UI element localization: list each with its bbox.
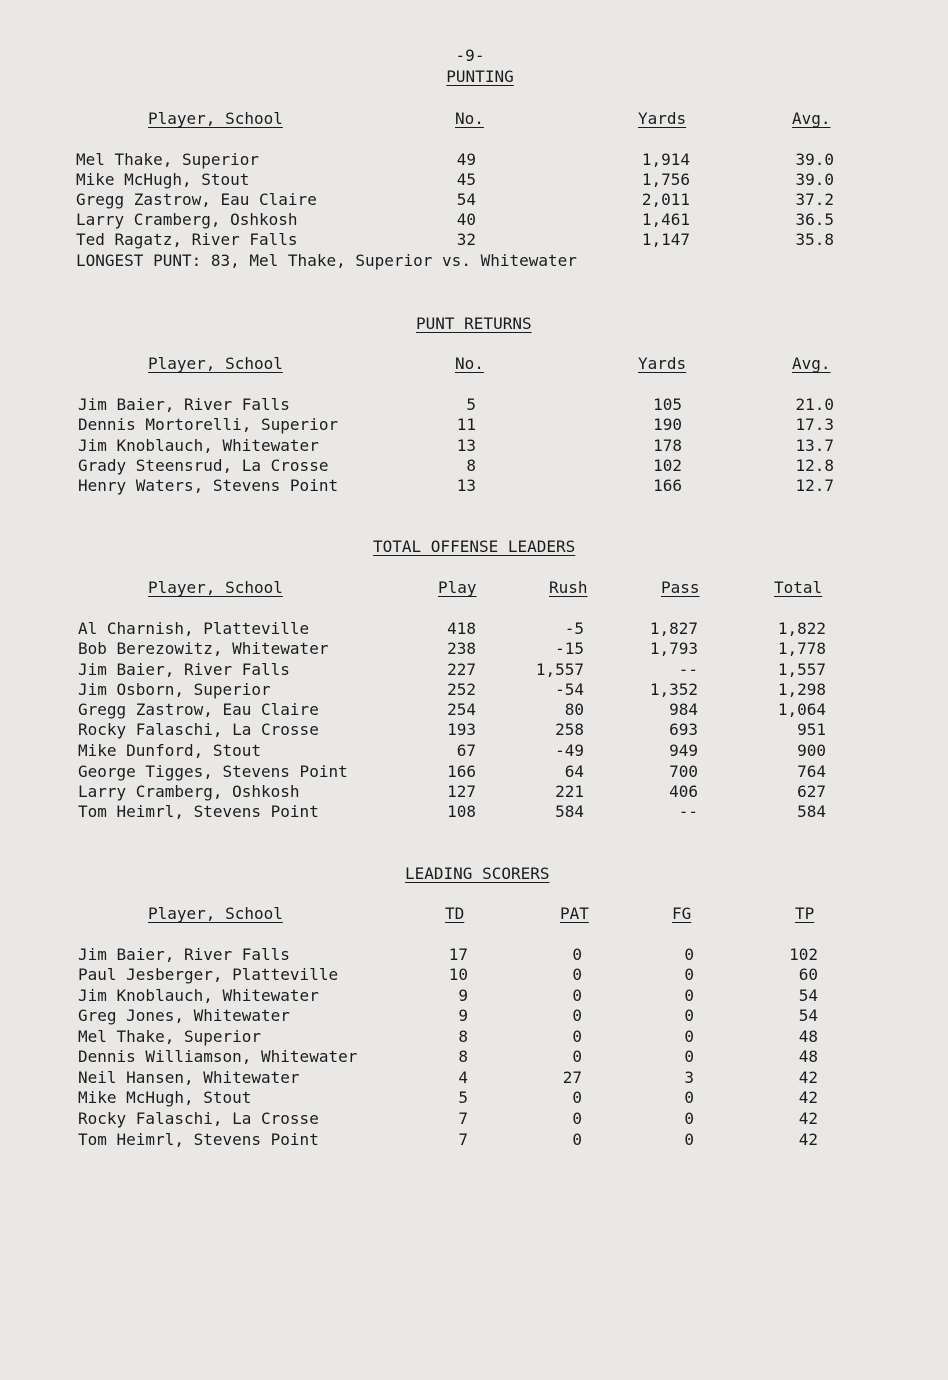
punting-header-no: No. bbox=[455, 109, 484, 128]
no-cell: 54 bbox=[456, 190, 476, 209]
total-offense-header-play: Play bbox=[438, 578, 477, 597]
td-cell: 7 bbox=[458, 1109, 468, 1128]
pass-cell: 1,827 bbox=[649, 619, 698, 638]
avg-cell: 35.8 bbox=[795, 230, 834, 249]
scorers-header-player: Player, School bbox=[148, 904, 283, 923]
yards-cell: 1,461 bbox=[641, 210, 690, 229]
player-cell: Jim Baier, River Falls bbox=[78, 395, 290, 414]
player-cell: Dennis Williamson, Whitewater bbox=[78, 1047, 358, 1066]
td-cell: 10 bbox=[448, 965, 468, 984]
no-cell: 13 bbox=[456, 476, 476, 495]
scorers-header-pat: PAT bbox=[560, 904, 589, 923]
play-cell: 418 bbox=[447, 619, 476, 638]
avg-cell: 13.7 bbox=[795, 436, 834, 455]
yards-cell: 102 bbox=[653, 456, 682, 475]
scorers-header-fg: FG bbox=[672, 904, 692, 923]
player-cell: Mike McHugh, Stout bbox=[78, 1088, 252, 1107]
player-cell: Mike McHugh, Stout bbox=[76, 170, 250, 189]
rush-cell: 258 bbox=[555, 720, 584, 739]
total-offense-header-total: Total bbox=[774, 578, 823, 597]
player-cell: Tom Heimrl, Stevens Point bbox=[78, 802, 319, 821]
fg-cell: 0 bbox=[684, 1088, 694, 1107]
td-cell: 7 bbox=[458, 1130, 468, 1149]
td-cell: 17 bbox=[448, 945, 468, 964]
total-cell: 764 bbox=[797, 762, 826, 781]
pass-cell: -- bbox=[678, 660, 698, 679]
player-cell: Larry Cramberg, Oshkosh bbox=[76, 210, 298, 229]
page-number: -9- bbox=[455, 46, 485, 65]
play-cell: 254 bbox=[447, 700, 476, 719]
punting-header-player: Player, School bbox=[148, 109, 283, 128]
player-cell: Mel Thake, Superior bbox=[78, 1027, 262, 1046]
pat-cell: 0 bbox=[572, 1130, 582, 1149]
tp-cell: 42 bbox=[798, 1088, 818, 1107]
total-offense-header-player: Player, School bbox=[148, 578, 283, 597]
pat-cell: 0 bbox=[572, 986, 582, 1005]
play-cell: 127 bbox=[447, 782, 476, 801]
play-cell: 227 bbox=[447, 660, 476, 679]
tp-cell: 42 bbox=[798, 1109, 818, 1128]
pat-cell: 0 bbox=[572, 1027, 582, 1046]
player-cell: Dennis Mortorelli, Superior bbox=[78, 415, 339, 434]
player-cell: Neil Hansen, Whitewater bbox=[78, 1068, 300, 1087]
rush-cell: -15 bbox=[555, 639, 584, 658]
no-cell: 32 bbox=[456, 230, 476, 249]
player-cell: Mel Thake, Superior bbox=[76, 150, 260, 169]
punt-returns-header-player: Player, School bbox=[148, 354, 283, 373]
td-cell: 4 bbox=[458, 1068, 468, 1087]
player-cell: Paul Jesberger, Platteville bbox=[78, 965, 339, 984]
player-cell: Rocky Falaschi, La Crosse bbox=[78, 720, 319, 739]
fg-cell: 0 bbox=[684, 1109, 694, 1128]
yards-cell: 1,147 bbox=[641, 230, 690, 249]
pass-cell: 1,352 bbox=[649, 680, 698, 699]
rush-cell: -49 bbox=[555, 741, 584, 760]
td-cell: 8 bbox=[458, 1047, 468, 1066]
rush-cell: 80 bbox=[564, 700, 584, 719]
td-cell: 9 bbox=[458, 986, 468, 1005]
punting-title: PUNTING bbox=[446, 67, 514, 86]
player-cell: Tom Heimrl, Stevens Point bbox=[78, 1130, 319, 1149]
player-cell: Al Charnish, Platteville bbox=[78, 619, 310, 638]
play-cell: 252 bbox=[447, 680, 476, 699]
tp-cell: 102 bbox=[789, 945, 818, 964]
td-cell: 8 bbox=[458, 1027, 468, 1046]
pass-cell: 949 bbox=[669, 741, 698, 760]
total-offense-header-rush: Rush bbox=[549, 578, 588, 597]
fg-cell: 0 bbox=[684, 1130, 694, 1149]
play-cell: 193 bbox=[447, 720, 476, 739]
avg-cell: 17.3 bbox=[795, 415, 834, 434]
avg-cell: 12.7 bbox=[795, 476, 834, 495]
total-offense-title: TOTAL OFFENSE LEADERS bbox=[373, 537, 576, 556]
yards-cell: 2,011 bbox=[641, 190, 690, 209]
pass-cell: 1,793 bbox=[649, 639, 698, 658]
player-cell: George Tigges, Stevens Point bbox=[78, 762, 348, 781]
tp-cell: 60 bbox=[798, 965, 818, 984]
pass-cell: -- bbox=[678, 802, 698, 821]
pass-cell: 406 bbox=[669, 782, 698, 801]
tp-cell: 54 bbox=[798, 1006, 818, 1025]
tp-cell: 42 bbox=[798, 1068, 818, 1087]
longest-punt-note: LONGEST PUNT: 83, Mel Thake, Superior vs. Whitewater bbox=[76, 251, 577, 270]
pass-cell: 693 bbox=[669, 720, 698, 739]
player-cell: Greg Jones, Whitewater bbox=[78, 1006, 290, 1025]
punting-header-yards: Yards bbox=[638, 109, 687, 128]
total-cell: 1,298 bbox=[777, 680, 826, 699]
total-cell: 1,064 bbox=[777, 700, 826, 719]
pat-cell: 0 bbox=[572, 945, 582, 964]
avg-cell: 39.0 bbox=[795, 170, 834, 189]
td-cell: 5 bbox=[458, 1088, 468, 1107]
player-cell: Rocky Falaschi, La Crosse bbox=[78, 1109, 319, 1128]
total-cell: 627 bbox=[797, 782, 826, 801]
pat-cell: 0 bbox=[572, 1047, 582, 1066]
player-cell: Larry Cramberg, Oshkosh bbox=[78, 782, 300, 801]
total-cell: 1,778 bbox=[777, 639, 826, 658]
avg-cell: 12.8 bbox=[795, 456, 834, 475]
fg-cell: 0 bbox=[684, 965, 694, 984]
no-cell: 5 bbox=[466, 395, 476, 414]
avg-cell: 21.0 bbox=[795, 395, 834, 414]
player-cell: Ted Ragatz, River Falls bbox=[76, 230, 298, 249]
no-cell: 8 bbox=[466, 456, 476, 475]
punting-header-avg: Avg. bbox=[792, 109, 831, 128]
fg-cell: 0 bbox=[684, 1027, 694, 1046]
rush-cell: 221 bbox=[555, 782, 584, 801]
tp-cell: 54 bbox=[798, 986, 818, 1005]
scorers-header-tp: TP bbox=[795, 904, 815, 923]
tp-cell: 48 bbox=[798, 1047, 818, 1066]
player-cell: Jim Baier, River Falls bbox=[78, 660, 290, 679]
play-cell: 166 bbox=[447, 762, 476, 781]
fg-cell: 0 bbox=[684, 1006, 694, 1025]
rush-cell: 584 bbox=[555, 802, 584, 821]
yards-cell: 1,756 bbox=[641, 170, 690, 189]
player-cell: Grady Steensrud, La Crosse bbox=[78, 456, 329, 475]
total-cell: 1,557 bbox=[777, 660, 826, 679]
punt-returns-header-yards: Yards bbox=[638, 354, 687, 373]
play-cell: 238 bbox=[447, 639, 476, 658]
rush-cell: -5 bbox=[564, 619, 584, 638]
total-cell: 1,822 bbox=[777, 619, 826, 638]
pat-cell: 27 bbox=[562, 1068, 582, 1087]
player-cell: Gregg Zastrow, Eau Claire bbox=[76, 190, 317, 209]
tp-cell: 42 bbox=[798, 1130, 818, 1149]
player-cell: Jim Baier, River Falls bbox=[78, 945, 290, 964]
pass-cell: 984 bbox=[669, 700, 698, 719]
no-cell: 40 bbox=[456, 210, 476, 229]
tp-cell: 48 bbox=[798, 1027, 818, 1046]
punt-returns-title: PUNT RETURNS bbox=[416, 314, 532, 333]
player-cell: Bob Berezowitz, Whitewater bbox=[78, 639, 329, 658]
pat-cell: 0 bbox=[572, 965, 582, 984]
player-cell: Jim Osborn, Superior bbox=[78, 680, 271, 699]
player-cell: Jim Knoblauch, Whitewater bbox=[78, 986, 319, 1005]
no-cell: 13 bbox=[456, 436, 476, 455]
total-cell: 584 bbox=[797, 802, 826, 821]
avg-cell: 39.0 bbox=[795, 150, 834, 169]
yards-cell: 105 bbox=[653, 395, 682, 414]
no-cell: 45 bbox=[456, 170, 476, 189]
yards-cell: 1,914 bbox=[641, 150, 690, 169]
pat-cell: 0 bbox=[572, 1088, 582, 1107]
scorers-header-td: TD bbox=[445, 904, 465, 923]
fg-cell: 0 bbox=[684, 986, 694, 1005]
td-cell: 9 bbox=[458, 1006, 468, 1025]
pat-cell: 0 bbox=[572, 1006, 582, 1025]
total-cell: 951 bbox=[797, 720, 826, 739]
yards-cell: 190 bbox=[653, 415, 682, 434]
rush-cell: 1,557 bbox=[535, 660, 584, 679]
player-cell: Mike Dunford, Stout bbox=[78, 741, 262, 760]
no-cell: 49 bbox=[456, 150, 476, 169]
leading-scorers-title: LEADING SCORERS bbox=[405, 864, 550, 883]
avg-cell: 37.2 bbox=[795, 190, 834, 209]
total-cell: 900 bbox=[797, 741, 826, 760]
yards-cell: 178 bbox=[653, 436, 682, 455]
punt-returns-header-avg: Avg. bbox=[792, 354, 831, 373]
no-cell: 11 bbox=[456, 415, 476, 434]
pat-cell: 0 bbox=[572, 1109, 582, 1128]
fg-cell: 3 bbox=[684, 1068, 694, 1087]
fg-cell: 0 bbox=[684, 945, 694, 964]
play-cell: 108 bbox=[447, 802, 476, 821]
punt-returns-header-no: No. bbox=[455, 354, 484, 373]
player-cell: Jim Knoblauch, Whitewater bbox=[78, 436, 319, 455]
play-cell: 67 bbox=[456, 741, 476, 760]
player-cell: Henry Waters, Stevens Point bbox=[78, 476, 339, 495]
fg-cell: 0 bbox=[684, 1047, 694, 1066]
pass-cell: 700 bbox=[669, 762, 698, 781]
player-cell: Gregg Zastrow, Eau Claire bbox=[78, 700, 319, 719]
total-offense-header-pass: Pass bbox=[661, 578, 700, 597]
rush-cell: -54 bbox=[555, 680, 584, 699]
yards-cell: 166 bbox=[653, 476, 682, 495]
avg-cell: 36.5 bbox=[795, 210, 834, 229]
rush-cell: 64 bbox=[564, 762, 584, 781]
